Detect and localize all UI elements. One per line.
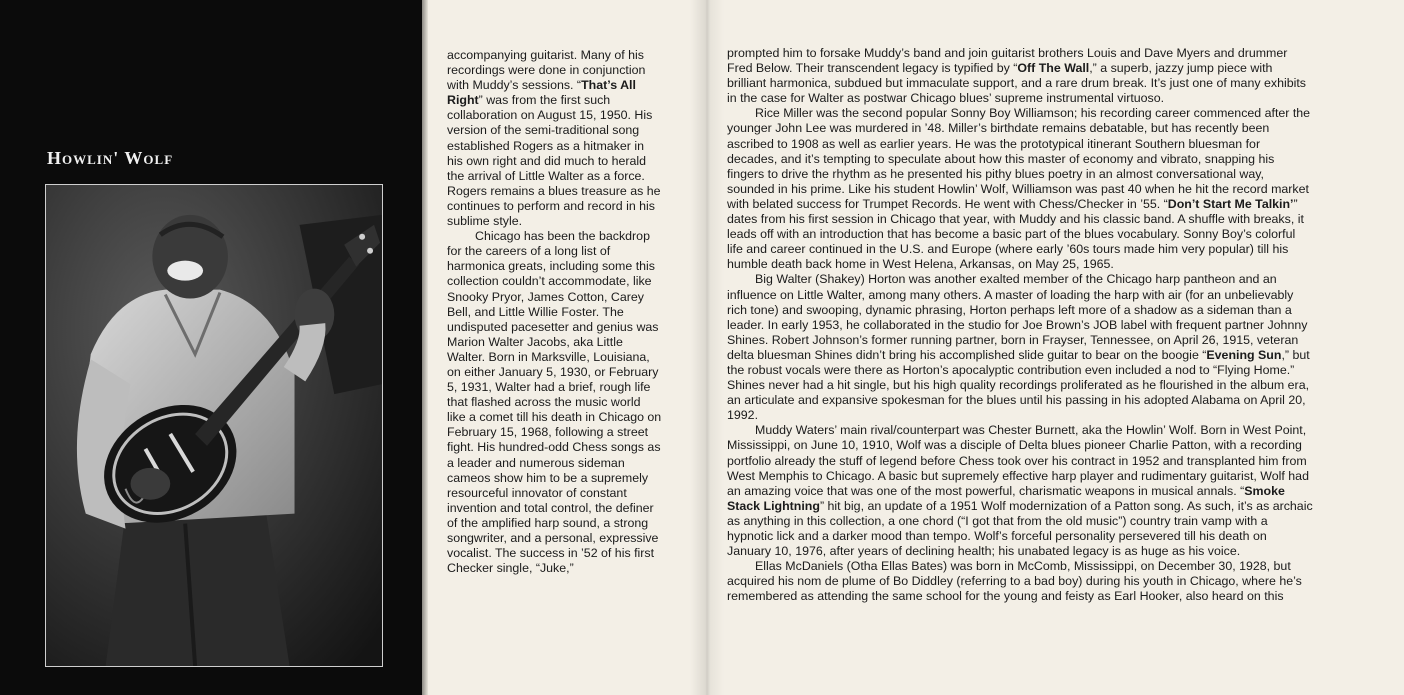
song-title: Evening Sun [1206, 347, 1282, 362]
text: ,” but the robust vocals were there as Horton’s apocalyptic contribution even included a nod to “Flying Home.” Shines never had a hit single, but his high quality recordings proliferated as he flourished in the album era, an articulate and expansive spokesman for the blues until his passing in his adopted Alabama on April 20, 1992. [727, 347, 1310, 423]
song-title: Off The Wall [1017, 61, 1090, 76]
book-fold [690, 0, 724, 695]
paragraph [727, 423, 1313, 559]
paragraph [727, 46, 1313, 106]
left-text-column [447, 48, 662, 576]
text: ,” a superb, jazzy jump piece with brilliant harmonica, subdued but immaculate support, and a rare drum break. It’s just one of many exhibits in the case for Walter as postwar Chicago blues’ supreme instrumental virtuoso. [727, 61, 1306, 106]
text: ” hit big, an update of a 1951 Wolf modernization of a Patton song. As such, it’s as archaic as anything in this collection, a one chord (“I got that from the old music”) country train vamp with a hypnotic lick and a darker mood than tempo. Wolf’s forceful personality persevered till his death on January 10, 1976, after years of declining health; his unabated legacy is as huge as his voice. [727, 498, 1313, 559]
song-title: Smoke Stack Lightning [727, 483, 1285, 513]
text: Rice Miller was the second popular Sonny Boy Williamson; his recording career commenced after the younger John Lee was murdered in ’48. Miller’s birthdate remains debatable, but has recently been ascribed to 1908 as well as earlier years. He was the prototypical itinerant Southern bluesman for decades, and it’s tempting to speculate about how this master of economy and vibrato, snapping his fingers to drive the rhythm as he presented his pithy blues poetry in an almost conversational way, sounded in his prime. Like his student Howlin’ Wolf, Williamson was past 40 when he hit the record market with belated success for Trumpet Records. He went with Chess/Checker in ’55. “ [727, 106, 1311, 211]
photo-caption: Howlin' Wolf [47, 148, 174, 168]
paragraph: Ellas McDaniels (Otha Ellas Bates) was born in McComb, Mississippi, on December 30, 1928, but acquired his nom de plume of Bo Diddley (referring to a bad boy) during his youth in Chicago, where he’s remembered as attending the same school for the young and feisty as Earl Hooker, also heard on this [727, 559, 1302, 604]
paragraph [447, 48, 662, 229]
paragraph [727, 106, 1313, 272]
song-title: That’s All Right [447, 78, 636, 108]
text: ” dates from his first session in Chicago that year, with Muddy and his classic band. A shuffle with breaks, it leads off with an introduction that has become a basic part of the blues vocabulary. Sonny Boy’s colorful life and career continued in the U.S. and Europe (where early ’60s tours made him very popular) till his humble death back home in West Helena, Arkansas, on May 25, 1965. [727, 196, 1304, 272]
text: ” was from the first such collaboration on August 15, 1950. His version of the semi-traditional song established Rogers as a hitmaker in his own right and did much to herald the arrival of Little Walter as a force. Rogers remains a blues treasure as he continues to perform and record in his sublime style. [447, 93, 661, 229]
left-page [0, 0, 422, 695]
guitarist-photo [45, 184, 383, 667]
text: Big Walter (Shakey) Horton was another exalted member of the Chicago harp pantheon and an influence on Little Walter, among many others. A master of loading the harp with air (for an unbelievably rich tone) and swooping, dynamic phrasing, Horton perhaps left more of a shadow as a sideman than a leader. In early 1953, he collaborated in the studio for Joe Brown’s JOB label with frequent partner Johnny Shines. Robert Johnson’s former running partner, born in Frayser, Tennessee, on April 26, 1915, veteran delta bluesman Shines didn’t bring his accomplished slide guitar to bear on the boogie “ [727, 272, 1308, 362]
paragraph [727, 272, 1313, 423]
song-title: Don’t Start Me Talkin’ [1167, 196, 1294, 211]
text: Muddy Waters’ main rival/counterpart was Chester Burnett, aka the Howlin’ Wolf. Born in West Point, Mississippi, on June 10, 1910, Wolf was a disciple of Delta blues pioneer Charlie Patton, with a recording portfolio already the stuff of legend before Chess took over his contract in 1952 and transplanted him from West Memphis to Chicago. A basic but supremely effective harp player and rudimentary guitarist, Wolf had an amazing voice that was one of the most powerful, charismatic weapons in musical annals. “ [727, 423, 1309, 498]
text: prompted him to forsake Muddy’s band and join guitarist brothers Louis and Dave Myers and drummer Fred Below. Their transcendent legacy is typified by “ [727, 46, 1288, 76]
right-text-column [727, 46, 1313, 604]
paragraph: Chicago has been the backdrop for the careers of a long list of harmonica greats, including some this collection couldn’t accommodate, like Snooky Pryor, James Cotton, Carey Bell, and Little Willie Foster. The undisputed pacesetter and genius was Marion Walter Jacobs, aka Little Walter. Born in Marksville, Louisiana, on either January 5, 1930, or February 5, 1931, Walter had a brief, rough life that flashed across the music world like a comet till his death in Chicago on February 15, 1968, following a street fight. His hundred-odd Chess songs as a leader and numerous sideman cameos show him to be a supremely resourceful innovator of constant invention and total control, the definer of the amplified harp sound, a strong songwriter, and a personal, expressive vocalist. The success in ’52 of his first Checker single, “Juke,” [447, 229, 662, 576]
page-gutter [422, 0, 428, 695]
text: accompanying guitarist. Many of his recordings were done in conjunction with Muddy’s sessions. “ [447, 48, 646, 93]
